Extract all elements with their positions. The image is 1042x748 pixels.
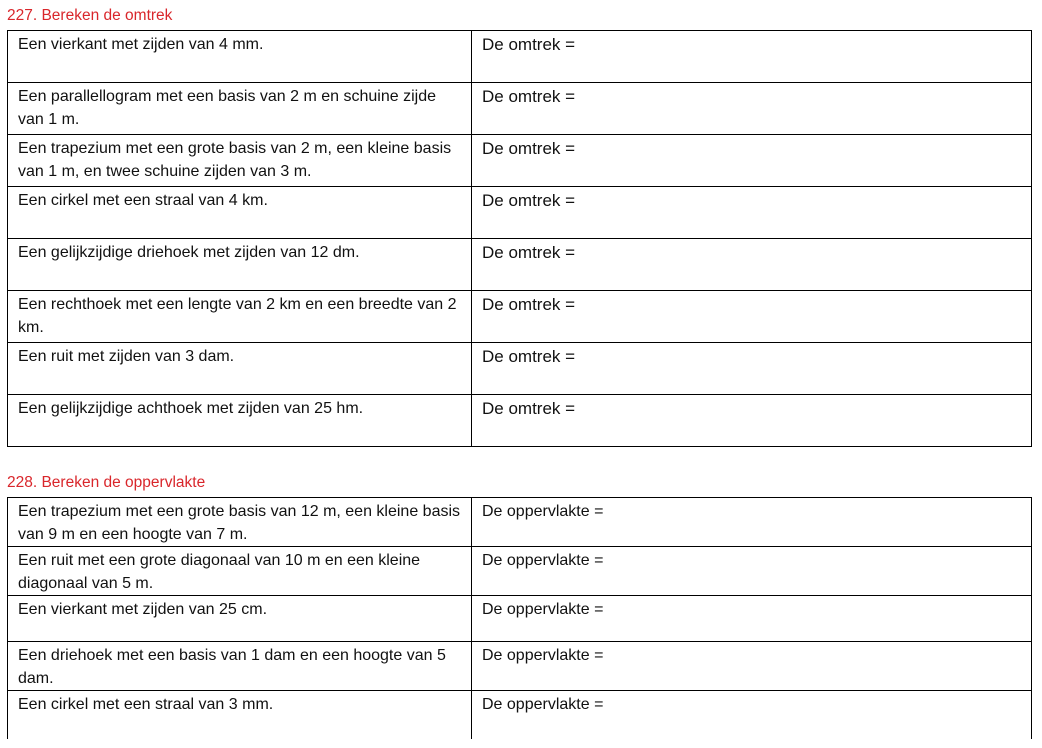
table-row <box>8 135 1032 187</box>
answer-cell[interactable]: De omtrek = <box>472 135 1032 187</box>
question-cell: Een driehoek met een basis van 1 dam en een hoogte van 5 dam. <box>8 642 472 691</box>
table-row <box>8 83 1032 135</box>
table-row <box>8 343 1032 395</box>
section-228-title: 228. Bereken de oppervlakte <box>7 474 206 491</box>
question-cell: Een trapezium met een grote basis van 12 m, een kleine basis van 9 m en een hoogte van 7 m. <box>8 498 472 547</box>
answer-cell[interactable]: De omtrek = <box>472 291 1032 343</box>
table-row <box>8 239 1032 291</box>
question-cell: Een gelijkzijdige driehoek met zijden van 12 dm. <box>8 239 472 291</box>
answer-cell[interactable]: De omtrek = <box>472 83 1032 135</box>
answer-cell[interactable]: De oppervlakte = <box>472 547 1032 596</box>
question-cell: Een trapezium met een grote basis van 2 m, een kleine basis van 1 m, en twee schuine zijden van 3 m. <box>8 135 472 187</box>
answer-cell[interactable]: De omtrek = <box>472 31 1032 83</box>
question-cell: Een vierkant met zijden van 4 mm. <box>8 31 472 83</box>
table-row <box>8 31 1032 83</box>
table-row <box>8 498 1032 547</box>
question-cell: Een ruit met zijden van 3 dam. <box>8 343 472 395</box>
table-row <box>8 691 1032 739</box>
section-227-title: 227. Bereken de omtrek <box>7 7 173 24</box>
table-row <box>8 547 1032 596</box>
question-cell: Een vierkant met zijden van 25 cm. <box>8 596 472 642</box>
answer-cell[interactable]: De oppervlakte = <box>472 642 1032 691</box>
area-table <box>7 497 1032 739</box>
question-cell: Een gelijkzijdige achthoek met zijden van 25 hm. <box>8 395 472 447</box>
table-row <box>8 596 1032 642</box>
answer-cell[interactable]: De oppervlakte = <box>472 596 1032 642</box>
perimeter-table <box>7 30 1032 447</box>
answer-cell[interactable]: De omtrek = <box>472 395 1032 447</box>
answer-cell[interactable]: De omtrek = <box>472 239 1032 291</box>
question-cell: Een parallellogram met een basis van 2 m en schuine zijde van 1 m. <box>8 83 472 135</box>
question-cell: Een ruit met een grote diagonaal van 10 m en een kleine diagonaal van 5 m. <box>8 547 472 596</box>
question-cell: Een cirkel met een straal van 4 km. <box>8 187 472 239</box>
answer-cell[interactable]: De oppervlakte = <box>472 498 1032 547</box>
table-row <box>8 187 1032 239</box>
question-cell: Een cirkel met een straal van 3 mm. <box>8 691 472 739</box>
table-row <box>8 291 1032 343</box>
table-row <box>8 642 1032 691</box>
question-cell: Een rechthoek met een lengte van 2 km en een breedte van 2 km. <box>8 291 472 343</box>
answer-cell[interactable]: De omtrek = <box>472 187 1032 239</box>
table-row <box>8 395 1032 447</box>
answer-cell[interactable]: De oppervlakte = <box>472 691 1032 739</box>
answer-cell[interactable]: De omtrek = <box>472 343 1032 395</box>
